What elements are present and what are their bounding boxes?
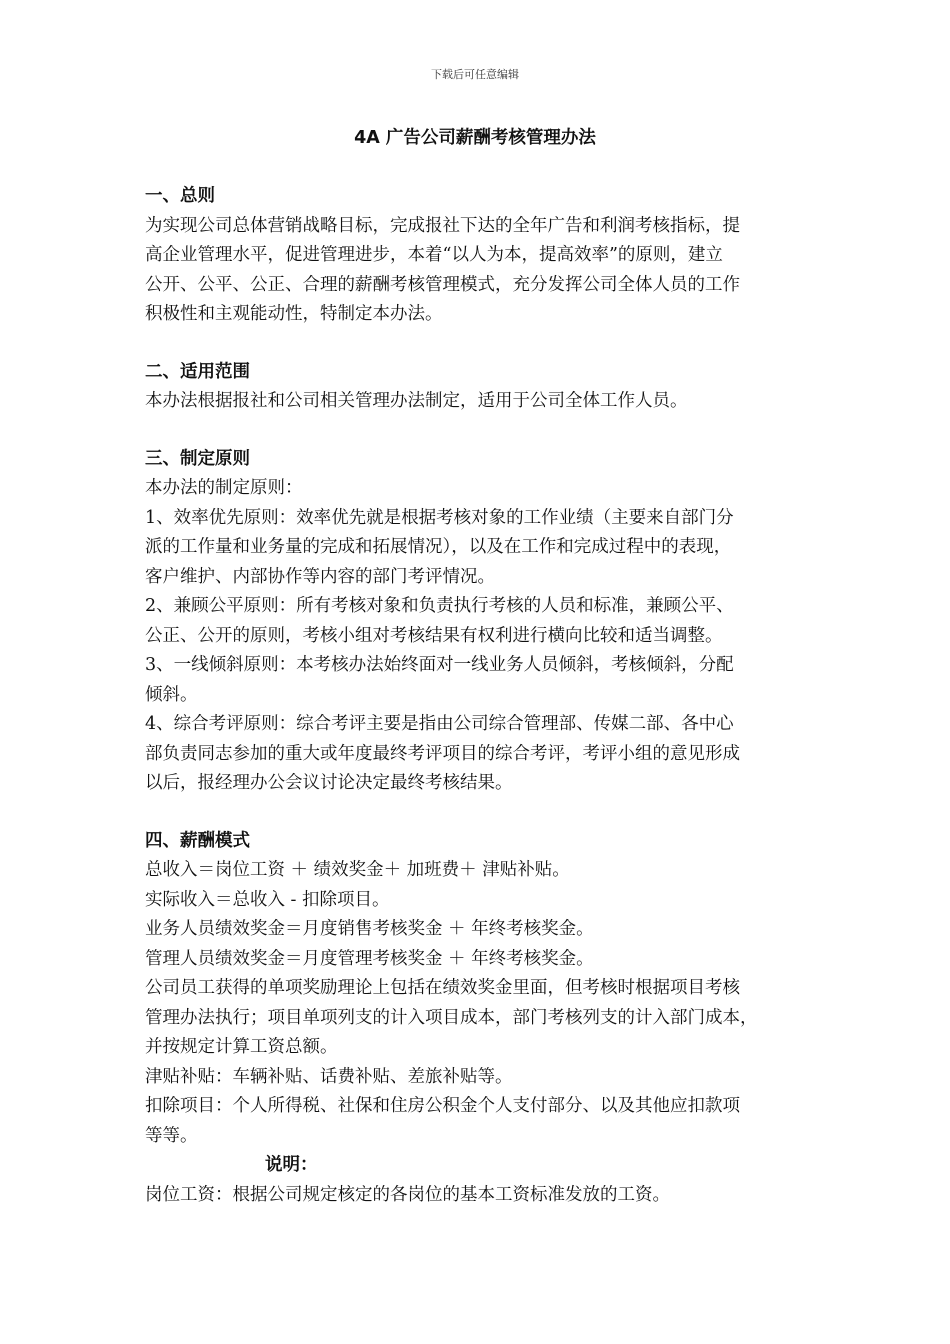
body-line: 部负责同志参加的重大或年度最终考评项目的综合考评，考评小组的意见形成	[145, 743, 740, 764]
body-line: 津贴补贴：车辆补贴、话费补贴、差旅补贴等。	[145, 1066, 513, 1087]
body-line: 3、一线倾斜原则：本考核办法始终面对一线业务人员倾斜，考核倾斜，分配	[145, 655, 734, 675]
body-line: 积极性和主观能动性，特制定本办法。	[145, 304, 443, 324]
body-line: 实际收入＝总收入 - 扣除项目。	[145, 889, 390, 910]
body-line: 4、综合考评原则：综合考评主要是指由公司综合管理部、传媒二部、各中心	[145, 714, 734, 734]
body-line: 管理人员绩效奖金＝月度管理考核奖金 ＋ 年终考核奖金。	[145, 948, 594, 969]
body-line: 本办法的制定原则：	[145, 478, 303, 498]
blank-line	[145, 799, 815, 827]
blank-line	[145, 330, 815, 358]
section-heading: 二、适用范围	[145, 361, 250, 382]
document-body	[145, 182, 815, 1210]
body-line: 2、兼顾公平原则：所有考核对象和负责执行考核的人员和标准，兼顾公平、	[145, 596, 734, 616]
body-line: 倾斜。	[145, 684, 198, 705]
body-line: 本办法根据报社和公司相关管理办法制定，适用于公司全体工作人员。	[145, 391, 688, 411]
section-heading: 四、薪酬模式	[145, 830, 250, 851]
body-line: 管理办法执行；项目单项列支的计入项目成本，部门考核列支的计入部门成本，	[145, 1007, 758, 1028]
body-line: 岗位工资：根据公司规定核定的各岗位的基本工资标准发放的工资。	[145, 1184, 670, 1205]
body-line: 派的工作量和业务量的完成和拓展情况），以及在工作和完成过程中的表现，	[145, 537, 732, 557]
section-heading: 一、总则	[145, 186, 215, 206]
body-line: 客户维护、内部协作等内容的部门考评情况。	[145, 566, 495, 587]
body-line: 公司员工获得的单项奖励理论上包括在绩效奖金里面，但考核时根据项目考核	[145, 978, 740, 998]
body-line: 以后，报经理办公会议讨论决定最终考核结果。	[145, 773, 513, 793]
body-line: 高企业管理水平，促进管理进步，本着“以人为本，提高效率”的原则，建立	[145, 245, 723, 265]
body-line: 业务人员绩效奖金＝月度销售考核奖金 ＋ 年终考核奖金。	[145, 919, 594, 939]
header-note: 下载后可任意编辑	[431, 68, 519, 81]
body-line: 总收入＝岗位工资 ＋ 绩效奖金＋ 加班费＋ 津贴补贴。	[145, 860, 570, 880]
section-heading: 三、制定原则	[145, 448, 250, 469]
body-line: 公正、公开的原则，考核小组对考核结果有权利进行横向比较和适当调整。	[145, 625, 723, 646]
body-line: 等等。	[145, 1125, 198, 1146]
document-title: 4A 广告公司薪酬考核管理办法	[354, 128, 596, 148]
body-line: 为实现公司总体营销战略目标，完成报社下达的全年广告和利润考核指标，提	[145, 215, 740, 236]
body-line: 公开、公平、公正、合理的薪酬考核管理模式，充分发挥公司全体人员的工作	[145, 274, 740, 295]
body-line: 并按规定计算工资总额。	[145, 1037, 338, 1057]
body-line: 1、效率优先原则：效率优先就是根据考核对象的工作业绩（主要来自部门分	[145, 507, 734, 528]
body-line: 扣除项目：个人所得税、社保和住房公积金个人支付部分、以及其他应扣款项	[145, 1096, 740, 1116]
section-heading: 说明：	[265, 1155, 318, 1175]
blank-line	[145, 417, 815, 445]
